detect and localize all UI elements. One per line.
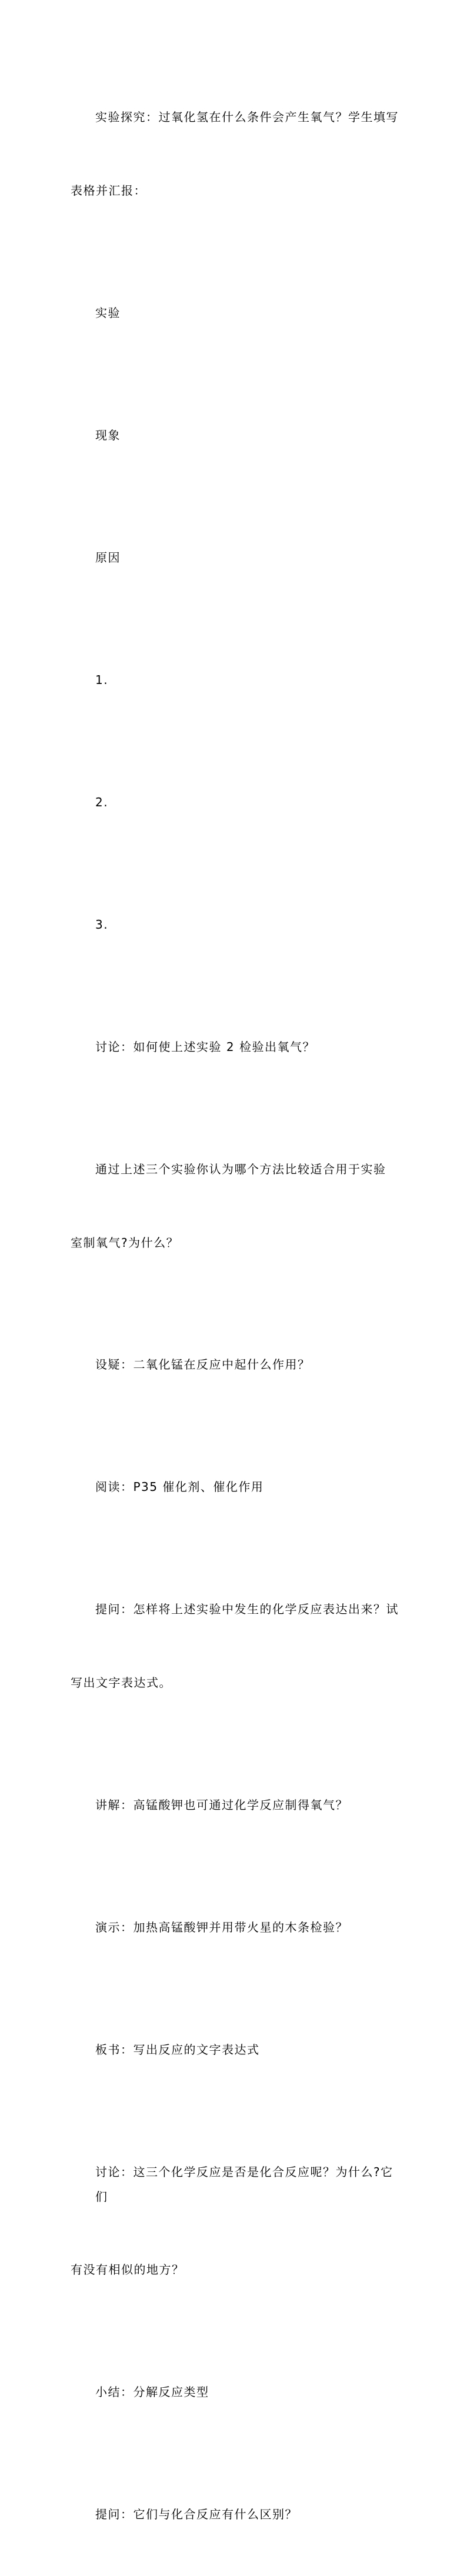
paragraph-reading bbox=[71, 1426, 400, 1549]
paragraph-method-question bbox=[71, 1109, 400, 1304]
paragraph-discussion-2 bbox=[71, 2111, 400, 2331]
text-line: 阅读：P35 催化剂、催化作用 bbox=[95, 1480, 264, 1494]
text-line: 小结：分解反应类型 bbox=[95, 2385, 209, 2400]
table-header-experiment bbox=[71, 252, 400, 375]
text-line: 写出文字表达式。 bbox=[71, 1676, 172, 1690]
paragraph-question-mno2 bbox=[71, 1304, 400, 1426]
text-line: 提问：怎样将上述实验中发生的化学反应表达出来？试 bbox=[95, 1602, 399, 1617]
text-line: 有没有相似的地方？ bbox=[71, 2263, 185, 2277]
text-line: 3. bbox=[95, 917, 109, 932]
table-row-number-1 bbox=[71, 619, 400, 742]
text-line: 提问：它们与化合反应有什么区别？ bbox=[95, 2507, 298, 2522]
paragraph-explanation bbox=[71, 1744, 400, 1867]
text-line: 2. bbox=[95, 795, 109, 809]
text-line: 板书：写出反应的文字表达式 bbox=[95, 2043, 260, 2057]
text-line: 实验 bbox=[95, 305, 121, 320]
document-body bbox=[71, 56, 400, 2576]
text-line: 表格并汇报： bbox=[71, 183, 146, 198]
text-line: 演示：加热高锰酸钾并用带火星的木条检验？ bbox=[95, 1920, 348, 1935]
paragraph-blackboard bbox=[71, 1989, 400, 2111]
text-line: 讲解：高锰酸钾也可通过化学反应制得氧气？ bbox=[95, 1798, 348, 1813]
table-header-reason bbox=[71, 497, 400, 619]
text-line: 实验探究：过氧化氢在什么条件会产生氧气？学生填写 bbox=[95, 110, 399, 125]
text-line: 讨论：这三个化学反应是否是化合反应呢？为什么?它们 bbox=[95, 2165, 393, 2204]
paragraph-experiment-intro bbox=[71, 56, 400, 252]
table-row-number-3 bbox=[71, 864, 400, 986]
text-line: 室制氧气?为什么？ bbox=[71, 1235, 179, 1250]
text-line: 原因 bbox=[95, 550, 121, 565]
paragraph-discussion-1 bbox=[71, 986, 400, 1109]
text-line: 通过上述三个实验你认为哪个方法比较适合用于实验 bbox=[95, 1162, 386, 1176]
paragraph-summary bbox=[71, 2331, 400, 2454]
paragraph-demonstration bbox=[71, 1867, 400, 1989]
text-line: 1. bbox=[95, 672, 109, 687]
text-line: 现象 bbox=[95, 428, 121, 442]
paragraph-question-expression bbox=[71, 1549, 400, 1744]
text-line: 设疑：二氧化锰在反应中起什么作用？ bbox=[95, 1357, 311, 1372]
table-header-phenomenon bbox=[71, 375, 400, 497]
text-line: 讨论：如何使上述实验 2 检验出氧气？ bbox=[95, 1039, 315, 1054]
table-row-number-2 bbox=[71, 742, 400, 864]
paragraph-final-question bbox=[71, 2454, 400, 2576]
